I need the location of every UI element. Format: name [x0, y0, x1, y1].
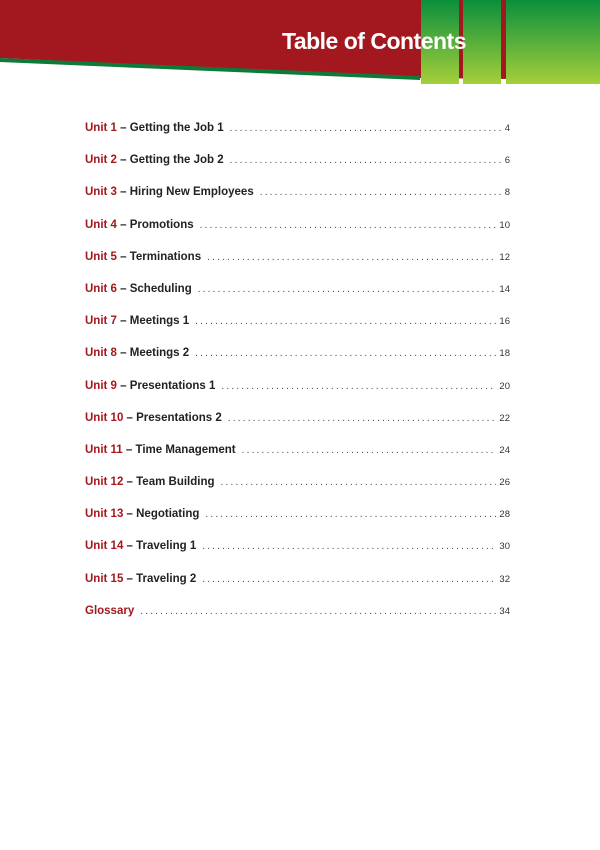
page-number: 10 [499, 219, 510, 231]
unit-label: Unit 7 [85, 315, 117, 328]
dot-leader [202, 574, 496, 585]
toc-entry[interactable] [85, 283, 510, 315]
page-number: 32 [499, 573, 510, 585]
header-banner [0, 0, 600, 90]
unit-label: Unit 3 [85, 186, 117, 199]
unit-label: Unit 11 [85, 443, 123, 456]
dot-leader [202, 541, 496, 552]
entry-title: – Getting the Job 1 [116, 122, 224, 134]
toc-entry[interactable] [85, 540, 510, 572]
unit-label: Unit 15 [85, 572, 124, 585]
page-number: 8 [504, 187, 510, 199]
entry-title: – Terminations [116, 250, 202, 263]
entry-title: – Hiring New Employees [116, 186, 254, 199]
unit-label: Unit 10 [85, 411, 124, 424]
entry-title: – Meetings 2 [116, 347, 190, 360]
toc-entry[interactable] [85, 154, 510, 186]
page-number: 24 [499, 444, 510, 456]
unit-label: Unit 4 [85, 218, 117, 231]
dot-leader [221, 477, 497, 488]
page-number: 6 [504, 155, 510, 167]
unit-label: Unit 2 [85, 154, 117, 167]
toc-entry[interactable] [85, 573, 510, 605]
page-title: Table of Contents [281, 28, 466, 54]
dot-leader [228, 413, 497, 424]
entry-title: – Scheduling [116, 282, 192, 295]
dot-leader [140, 606, 496, 617]
toc-entry[interactable] [85, 347, 510, 379]
page-number: 16 [499, 316, 510, 328]
toc-entry[interactable] [85, 605, 510, 637]
page-number: 30 [499, 541, 510, 553]
toc-entry[interactable] [85, 476, 510, 508]
unit-label: Unit 13 [85, 508, 124, 521]
table-of-contents [85, 122, 510, 637]
toc-entry[interactable] [85, 412, 510, 444]
unit-label: Unit 12 [85, 476, 124, 489]
entry-title: – Traveling 2 [123, 572, 197, 585]
page-number: 34 [499, 605, 510, 617]
page-number: 18 [499, 348, 510, 360]
dot-leader [195, 316, 496, 327]
unit-label: Unit 9 [85, 379, 117, 392]
entry-title: – Getting the Job 2 [116, 154, 224, 167]
entry-title: – Negotiating [123, 508, 200, 521]
dot-leader [230, 123, 502, 134]
unit-label: Unit 8 [85, 347, 117, 360]
toc-entry[interactable] [85, 219, 510, 251]
dot-leader [205, 509, 496, 520]
toc-entry[interactable] [85, 186, 510, 218]
toc-entry[interactable] [85, 508, 510, 540]
page-number: 22 [499, 412, 510, 424]
entry-title: – Presentations 1 [116, 379, 216, 392]
unit-label: Unit 6 [85, 282, 117, 295]
toc-entry[interactable] [85, 315, 510, 347]
toc-entry[interactable] [85, 251, 510, 283]
dot-leader [200, 220, 497, 231]
toc-entry[interactable] [85, 444, 510, 476]
dot-leader [195, 348, 496, 359]
dot-leader [230, 155, 502, 166]
dot-leader [221, 381, 496, 392]
page-number: 26 [499, 477, 510, 489]
entry-title: – Traveling 1 [123, 540, 197, 553]
toc-entry[interactable] [85, 122, 510, 154]
unit-label: Glossary [85, 604, 135, 617]
green-bar [463, 0, 501, 84]
page-number: 28 [499, 509, 510, 521]
entry-title: – Team Building [123, 476, 215, 489]
dot-leader [198, 284, 497, 295]
green-bar [506, 0, 600, 84]
unit-label: Unit 1 [85, 122, 117, 134]
page-number: 14 [499, 283, 510, 295]
toc-entry[interactable] [85, 380, 510, 412]
page-number: 4 [504, 123, 510, 134]
entry-title: – Meetings 1 [116, 315, 190, 328]
entry-title: – Presentations 2 [123, 411, 222, 424]
entry-title: – Time Management [122, 443, 236, 456]
entry-title: – Promotions [116, 218, 194, 231]
unit-label: Unit 5 [85, 250, 117, 263]
dot-leader [242, 445, 497, 456]
page-number: 12 [499, 251, 510, 263]
unit-label: Unit 14 [85, 540, 124, 553]
page-number: 20 [499, 380, 510, 392]
dot-leader [207, 252, 496, 263]
dot-leader [260, 187, 502, 198]
